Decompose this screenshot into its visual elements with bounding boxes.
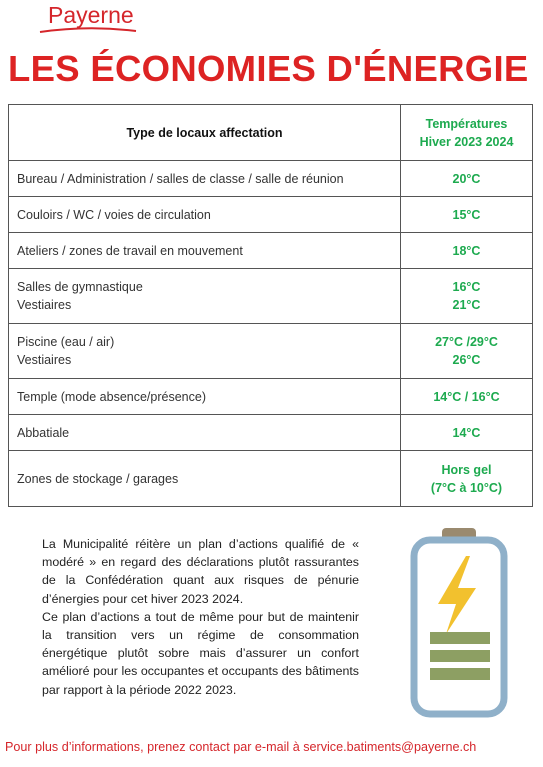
temperature-cell <box>401 379 533 415</box>
room-type-line: Couloirs / WC / voies de circulation <box>17 207 211 222</box>
table-row <box>9 269 533 324</box>
temperature-value: Hors gel <box>441 462 492 477</box>
temperature-table <box>8 104 533 507</box>
logo-swoosh <box>38 26 138 36</box>
room-type-cell <box>9 233 401 269</box>
battery-level-bar-1 <box>430 632 490 644</box>
temperature-value: 16°C <box>452 280 481 294</box>
room-type-line: Temple (mode absence/présence) <box>17 389 206 404</box>
temperature-value: 14°C / 16°C <box>433 389 500 404</box>
battery-level-bar-3 <box>430 668 490 680</box>
paragraph-2: Ce plan d’actions a tout de même pour but de maintenir la transition vers un régime de consommation énergétique plutôt sobre mais d’assurer un confort amélioré pour les occupantes et occupants des bâtiments par rapport à la période 2022 2023. <box>42 609 359 697</box>
room-type-cell <box>9 269 401 324</box>
temperature-value: 21°C <box>452 298 481 312</box>
temperature-cell <box>401 233 533 269</box>
room-type-line: Vestiaires <box>17 353 72 367</box>
room-type-line: Piscine (eau / air) <box>17 335 115 349</box>
table-row <box>9 324 533 379</box>
room-type-line: Zones de stockage / garages <box>17 471 179 486</box>
room-type-cell <box>9 161 401 197</box>
page-title: LES ÉCONOMIES D'ÉNERGIE <box>8 48 529 89</box>
battery-icon <box>410 526 508 718</box>
temperature-value: (7°C à 10°C) <box>430 480 503 495</box>
temperature-value: 18°C <box>452 243 481 258</box>
temperature-value: 26°C <box>452 353 481 367</box>
room-type-line: Abbatiale <box>17 425 70 440</box>
temperature-value: 27°C /29°C <box>435 335 498 349</box>
temperature-cell <box>401 197 533 233</box>
payerne-logo <box>38 2 148 34</box>
room-type-line: Bureau / Administration / salles de classe / salle de réunion <box>17 171 344 186</box>
temperature-value: 15°C <box>452 207 481 222</box>
room-type-cell <box>9 379 401 415</box>
temperature-value: 14°C <box>452 425 481 440</box>
room-type-line: Salles de gymnastique <box>17 280 143 294</box>
column-header-room-type: Type de locaux affectation <box>9 105 401 161</box>
column-header-temperatures-line2: Hiver 2023 2024 <box>419 134 514 149</box>
temperature-cell <box>401 324 533 379</box>
table-row <box>9 379 533 415</box>
table-header-row <box>9 105 533 161</box>
temperature-cell <box>401 161 533 197</box>
table-row <box>9 197 533 233</box>
room-type-cell <box>9 197 401 233</box>
table-row <box>9 233 533 269</box>
contact-footer: Pour plus d’informations, prenez contact par e-mail à service.batiments@payerne.ch <box>5 740 477 754</box>
battery-level-bar-2 <box>430 650 490 662</box>
temperature-value: 20°C <box>452 171 481 186</box>
column-header-temperatures-line1: Températures <box>425 116 508 131</box>
paragraph-1: La Municipalité réitère un plan d’actions qualifié de « modéré » en regard des déclarations plutôt rassurantes de la Confédération quant aux risques de pénurie d’énergies pour cet hiver 2023 2024. <box>42 537 359 606</box>
room-type-cell <box>9 451 401 507</box>
column-header-temperatures <box>401 105 533 161</box>
table-row <box>9 451 533 507</box>
info-paragraph <box>42 535 359 699</box>
temperature-cell <box>401 415 533 451</box>
room-type-line: Ateliers / zones de travail en mouvement <box>17 243 243 258</box>
room-type-line: Vestiaires <box>17 298 72 312</box>
room-type-cell <box>9 415 401 451</box>
temperature-cell <box>401 269 533 324</box>
table-row <box>9 415 533 451</box>
logo-text: Payerne <box>48 2 134 28</box>
table-row <box>9 161 533 197</box>
room-type-cell <box>9 324 401 379</box>
temperature-cell <box>401 451 533 507</box>
battery-body <box>414 540 504 714</box>
table-body <box>9 161 533 507</box>
